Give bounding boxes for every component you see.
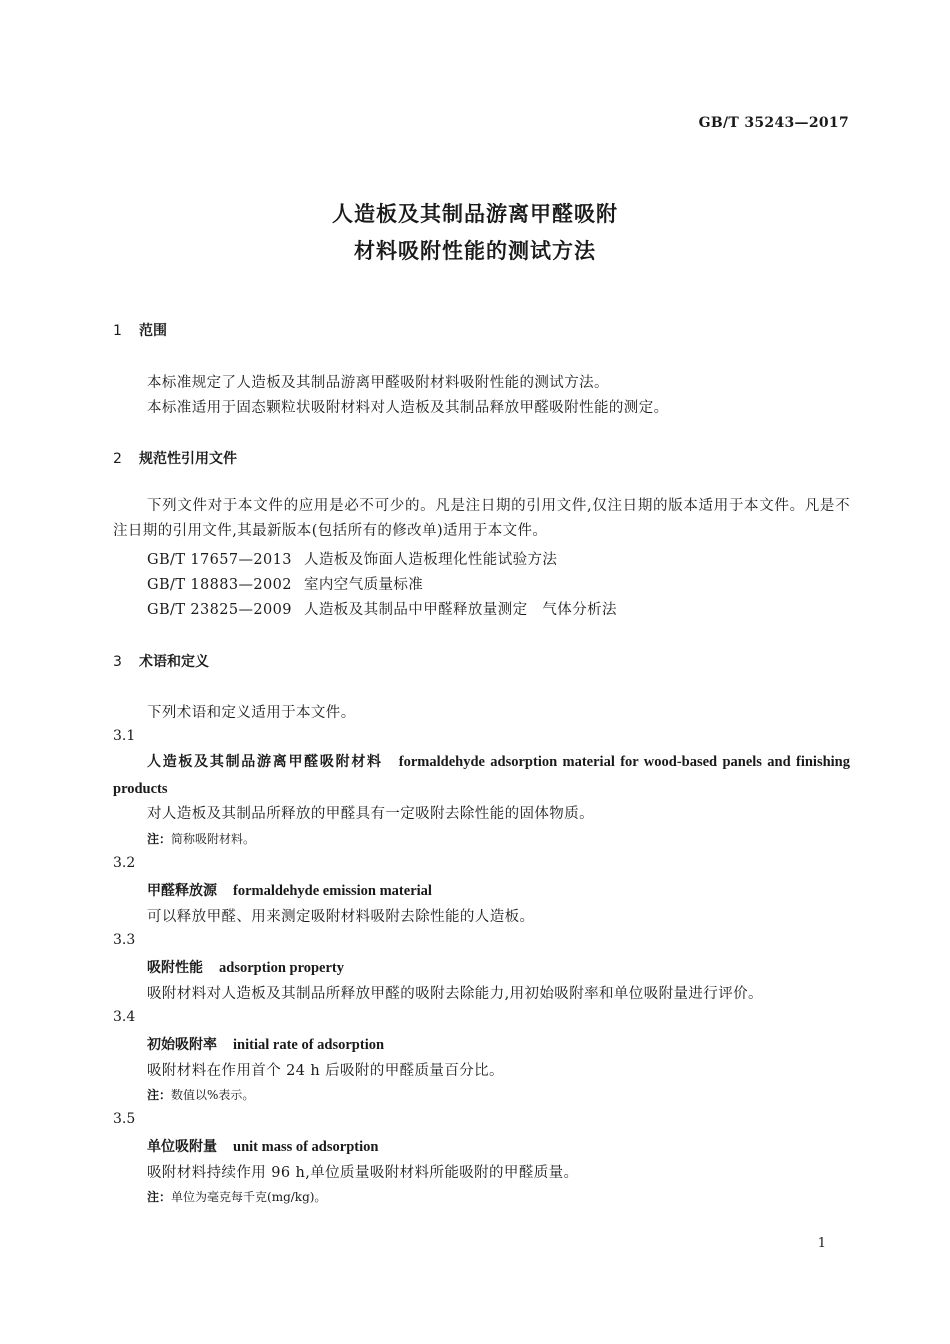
term-english: formaldehyde emission material: [233, 883, 432, 899]
document-title-line1: 人造板及其制品游离甲醛吸附: [332, 202, 618, 226]
term-note: [147, 1086, 254, 1103]
reference-title: 人造板及饰面人造板理化性能试验方法: [304, 552, 558, 568]
term-english: formaldehyde adsorption material for wood-based panels and finishing products: [113, 754, 850, 797]
paragraph: 本标准规定了人造板及其制品游离甲醛吸附材料吸附性能的测试方法。: [147, 375, 609, 391]
note-label: 注：: [147, 1088, 172, 1102]
term-chinese: 初始吸附率: [147, 1037, 217, 1053]
section-1-heading: [113, 320, 167, 340]
term-heading: [147, 957, 344, 977]
reference-item: [147, 598, 617, 619]
term-definition: 吸附材料对人造板及其制品所释放甲醛的吸附去除能力,用初始吸附率和单位吸附量进行评价。: [147, 986, 763, 1002]
note-label: 注：: [147, 832, 172, 846]
document-title-line2: 材料吸附性能的测试方法: [354, 239, 596, 263]
note-text: 单位为毫克每千克(mg/kg)。: [171, 1190, 327, 1204]
term-number: 3.2: [113, 855, 136, 871]
section-title: 术语和定义: [139, 654, 209, 670]
term-english: initial rate of adsorption: [233, 1037, 385, 1053]
note-text: 简称吸附材料。: [171, 832, 256, 846]
note-text: 数值以%表示。: [171, 1088, 255, 1102]
term-number: 3.3: [113, 932, 136, 948]
term-note: [147, 830, 255, 847]
paragraph: 下列文件对于本文件的应用是必不可少的。凡是注日期的引用文件,仅注日期的版本适用于本文件。凡是不注日期的引用文件,其最新版本(包括所有的修改单)适用于本文件。: [113, 498, 850, 539]
reference-title: 人造板及其制品中甲醛释放量测定 气体分析法: [304, 602, 617, 618]
standard-code: GB/T 35243—2017: [698, 115, 849, 131]
term-english: unit mass of adsorption: [233, 1139, 379, 1155]
term-definition: 对人造板及其制品所释放的甲醛具有一定吸附去除性能的固体物质。: [147, 806, 594, 822]
section-3-heading: [113, 651, 209, 671]
section-number: 3: [113, 654, 122, 670]
section-number: 2: [113, 451, 122, 467]
term-chinese: 甲醛释放源: [147, 883, 217, 899]
note-label: 注：: [147, 1190, 172, 1204]
term-definition: 吸附材料在作用首个 24 h 后吸附的甲醛质量百分比。: [147, 1063, 504, 1079]
term-heading: [147, 1034, 384, 1054]
section-2-heading: [113, 448, 237, 468]
reference-item: [147, 548, 557, 569]
term-note: [147, 1188, 326, 1205]
term-heading: [147, 880, 432, 900]
paragraph: 下列术语和定义适用于本文件。: [147, 705, 356, 721]
term-number: 3.4: [113, 1009, 136, 1025]
reference-title: 室内空气质量标准: [304, 577, 424, 593]
term-number: 3.1: [113, 728, 136, 744]
term-number: 3.5: [113, 1111, 136, 1127]
term-heading: [113, 749, 850, 803]
term-chinese: 吸附性能: [147, 960, 203, 976]
section-title: 范围: [139, 323, 167, 339]
reference-item: [147, 573, 423, 594]
term-chinese: 人造板及其制品游离甲醛吸附材料: [147, 754, 383, 770]
term-chinese: 单位吸附量: [147, 1139, 217, 1155]
page-number: 1: [817, 1236, 826, 1251]
reference-code: GB/T 23825—2009: [147, 602, 292, 618]
reference-code: GB/T 17657—2013: [147, 552, 292, 568]
section-number: 1: [113, 323, 122, 339]
paragraph: 本标准适用于固态颗粒状吸附材料对人造板及其制品释放甲醛吸附性能的测定。: [147, 400, 669, 416]
reference-code: GB/T 18883—2002: [147, 577, 292, 593]
term-definition: 吸附材料持续作用 96 h,单位质量吸附材料所能吸附的甲醛质量。: [147, 1165, 579, 1181]
section-title: 规范性引用文件: [139, 451, 237, 467]
term-heading: [147, 1136, 378, 1156]
term-definition: 可以释放甲醛、用来测定吸附材料吸附去除性能的人造板。: [147, 909, 535, 925]
term-english: adsorption property: [219, 960, 345, 976]
